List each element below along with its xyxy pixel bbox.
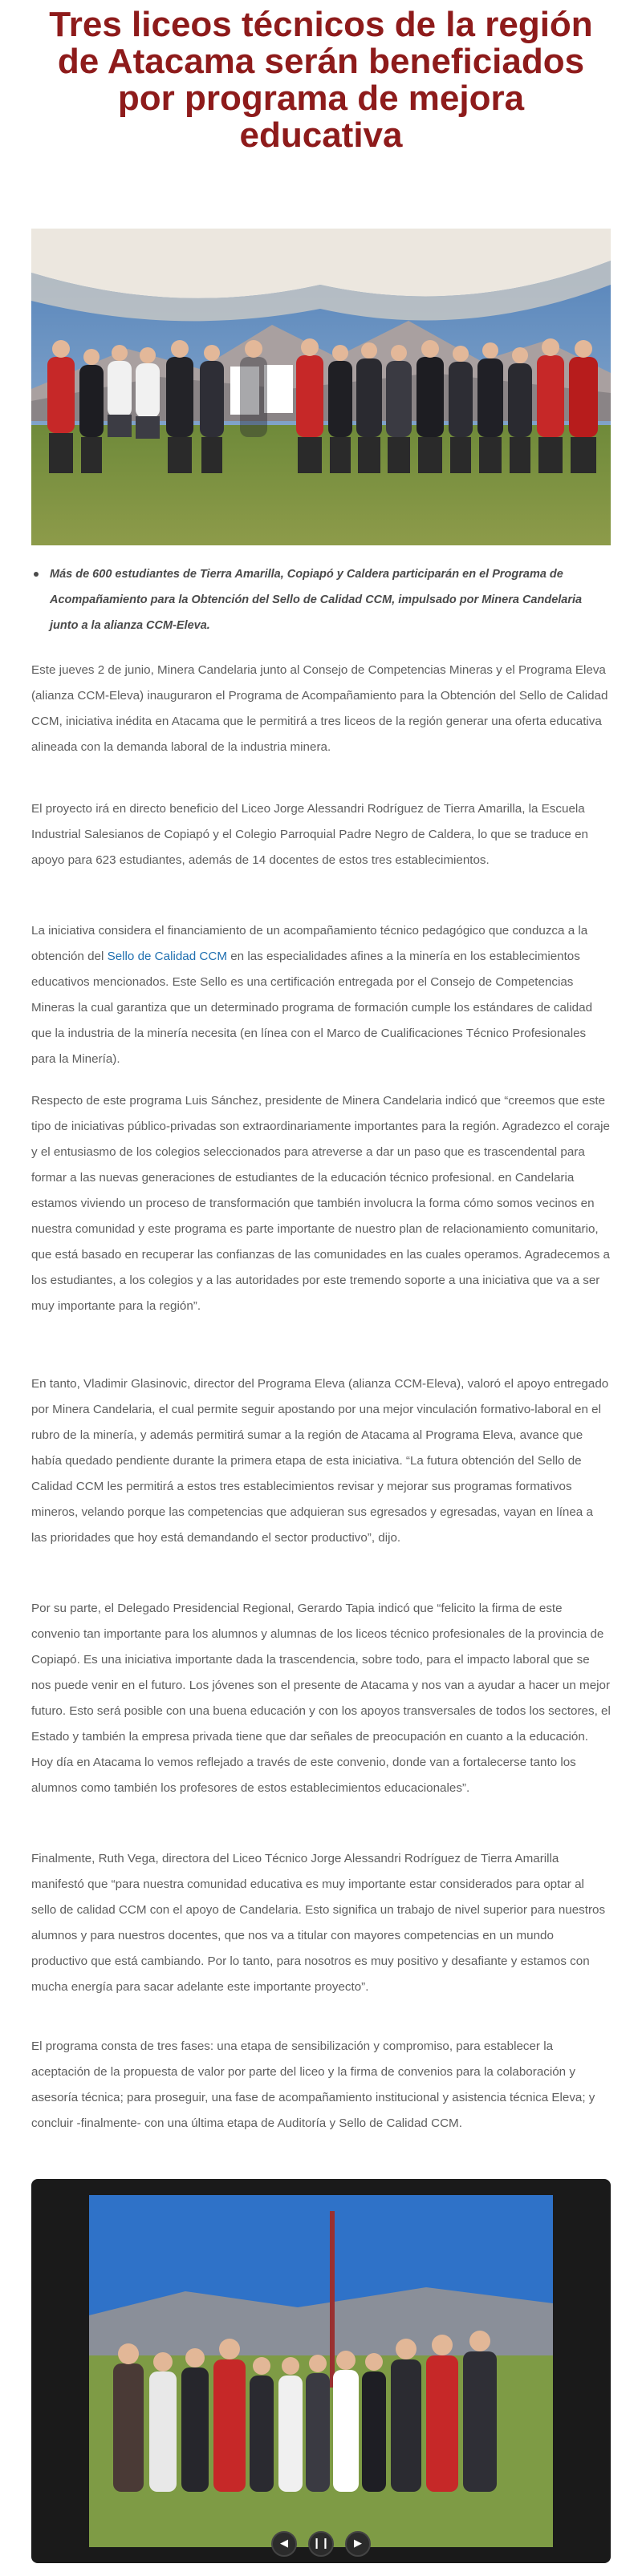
- paragraph-1: Este jueves 2 de junio, Minera Candelaria junto al Consejo de Competencias Mineras y el Programa Eleva (alianza CCM-Eleva) inauguraron el Programa de Acompañamiento para la Obtención del Sello de Calidad CCM, iniciativa inédita en Atacama que le permitirá a tres liceos de la región generar una oferta educativa alineada con la demanda laboral de la industria minera.: [31, 663, 608, 754]
- next-icon: ▶: [354, 2538, 362, 2550]
- paragraph-3: [31, 918, 611, 1072]
- gallery-controls: [0, 2531, 642, 2563]
- highlight-text: Más de 600 estudiantes de Tierra Amarilla, Copiapó y Caldera participarán en el Programa de Acompañamiento para la Obtención del Sello de Calidad CCM, impulsado por Minera Candelaria junto a la alianza CCM-Eleva.: [50, 568, 583, 632]
- hero-photo: [31, 229, 611, 545]
- gallery-prev-button[interactable]: [271, 2531, 297, 2557]
- article-highlight: [50, 561, 603, 638]
- paragraph-3-start: La iniciativa considera el financiamiento de un acompañamiento técnico pedagógico que conduzca a la obtención del: [31, 924, 588, 963]
- article-title: Tres liceos técnicos de la región de Atacama serán beneficiados por programa de mejora educativa: [49, 5, 593, 155]
- paragraph-3-end: en las especialidades afines a la minería en los establecimientos educativos mencionados. Este Sello es una certificación entregada por el Consejo de Competencias Mineras la cual garantiza que un determinado programa de formación cumple los estándares de calidad que la industria de la minería necesita (en línea con el Marco de Cualificaciones Técnico Profesionales para la Minería).: [31, 950, 593, 1066]
- sello-calidad-link[interactable]: Sello de Calidad CCM: [107, 950, 227, 963]
- paragraph-2: El proyecto irá en directo beneficio del Liceo Jorge Alessandri Rodríguez de Tierra Amarilla, la Escuela Industrial Salesianos de Copiapó y el Colegio Parroquial Padre Negro de Caldera, lo que se traduce en apoyo para 623 estudiantes, además de 14 docentes de estos tres establecimientos.: [31, 802, 588, 867]
- bullet-icon: [34, 572, 39, 577]
- gallery-next-button[interactable]: [345, 2531, 371, 2557]
- prev-icon: ◀: [280, 2538, 288, 2550]
- photo-gallery[interactable]: [31, 2179, 611, 2563]
- paragraph-4: Respecto de este programa Luis Sánchez, presidente de Minera Candelaria indicó que “creemos que este tipo de iniciativas público-privadas son extraordinariamente importantes para la región. Agradezco el coraje y el entusiasmo de los colegios seleccionados para atreverse a dar un paso que es trascendental para formar a las nuevas generaciones de estudiantes de la educación técnico profesional. en Candelaria estamos viviendo un proceso de transformación que también involucra la forma cómo somos vecinos en nuestra comunidad y este programa es parte importante de nuestro plan de relacionamiento comunitario, que está basado en recuperar las confianzas de las comunidades en las cuales operamos. Agradecemos a los estudiantes, a los colegios y a las autoridades por este tremendo soporte a una iniciativa que va a ser muy importante para la región”.: [31, 1094, 611, 1313]
- pause-icon: ❙❙: [312, 2538, 330, 2550]
- gallery-photo: [89, 2195, 553, 2547]
- paragraph-6: Por su parte, el Delegado Presidencial Regional, Gerardo Tapia indicó que “felicito la firma de este convenio tan importante para los alumnos y alumnas de los liceos técnico profesionales de la provincia de Copiapó. Es una iniciativa importante dada la trascendencia, sobre todo, para el impacto laboral que se nos puede venir en el futuro. Los jóvenes son el presente de Atacama y nos van a ayudar a hacer un mejor futuro. Esto será posible con una buena educación y con los apoyos transversales de todos los sectores, el Estado y también la empresa privada tiene que dar señales de preocupación en cuanto a la educación. Hoy día en Atacama lo vemos reflejado a través de este convenio, donde van a fortalecerse tanto los alumnos como también los profesores de estos establecimientos educacionales”.: [31, 1602, 611, 1795]
- paragraph-7: Finalmente, Ruth Vega, directora del Liceo Técnico Jorge Alessandri Rodríguez de Tierra Amarilla manifestó que “para nuestra comunidad educativa es muy importante estar considerados para optar al sello de calidad CCM con el apoyo de Candelaria. Esto significa un trabajo de nivel superior para nuestros alumnos y para nuestros docentes, que nos va a titular con mayores competencias en un mundo productivo que está cambiando. Por lo tanto, para nosotros es muy positivo y desafiante y estamos con mucha energía para sacar adelante este importante proyecto”.: [31, 1852, 606, 1994]
- gallery-pause-button[interactable]: [308, 2531, 334, 2557]
- paragraph-5: En tanto, Vladimir Glasinovic, director del Programa Eleva (alianza CCM-Eleva), valoró el apoyo entregado por Minera Candelaria, el cual permite seguir apostando por una mejor vinculación formativo-laboral en el rubro de la minería, y además permitirá sumar a la región de Atacama al Programa Eleva, avance que había quedado pendiente durante la primera etapa de esta iniciativa. “La futura obtención del Sello de Calidad CCM les permitirá a estos tres establecimientos revisar y mejorar sus programas formativos mineros, velando porque las competencias que adquieran sus egresados y egresadas, vayan en línea a las prioridades que hoy está demandando el sector productivo”, dijo.: [31, 1377, 609, 1545]
- paragraph-8: El programa consta de tres fases: una etapa de sensibilización y compromiso, para establecer la aceptación de la propuesta de valor por parte del liceo y la firma de convenios para la colaboración y asesoría técnica; para proseguir, una fase de acompañamiento institucional y asistencia técnica Eleva; y concluir -finalmente- con una última etapa de Auditoría y Sello de Calidad CCM.: [31, 2039, 595, 2130]
